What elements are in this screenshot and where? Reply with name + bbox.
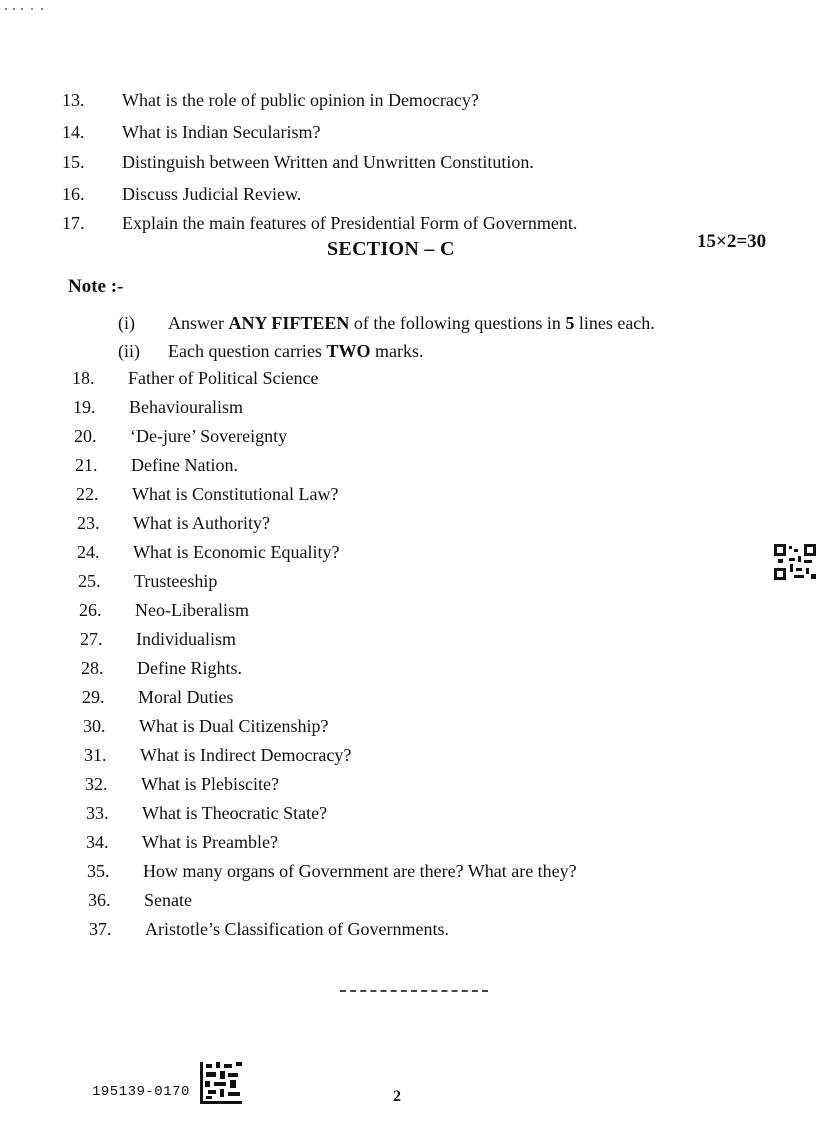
- question-text: What is Theocratic State?: [142, 803, 328, 823]
- question-text: What is the role of public opinion in Democracy?: [122, 90, 479, 110]
- question-number: 22.: [76, 484, 99, 504]
- question-number: 16.: [62, 184, 85, 204]
- question-text: What is Plebiscite?: [141, 774, 279, 794]
- question-text: What is Dual Citizenship?: [139, 716, 329, 736]
- question-text: Behaviouralism: [129, 397, 243, 417]
- paper-code: 195139-0170: [92, 1084, 190, 1100]
- question-number: 15.: [62, 152, 85, 172]
- question-number: 31.: [84, 745, 107, 765]
- question-text: Father of Political Science: [128, 368, 319, 388]
- question-number: 25.: [78, 571, 101, 591]
- end-divider: [340, 990, 488, 992]
- note-item-number: (i): [118, 313, 135, 333]
- question-text: Distinguish between Written and Unwritten Constitution.: [122, 152, 534, 172]
- question-number: 30.: [83, 716, 106, 736]
- note-item-text: Each question carries TWO marks.: [168, 341, 424, 361]
- question-text: ‘De-jure’ Sovereignty: [130, 426, 288, 446]
- question-text: What is Indirect Democracy?: [140, 745, 352, 765]
- question-number: 18.: [72, 368, 95, 388]
- question-text: Explain the main features of Presidential Form of Government.: [122, 213, 578, 233]
- question-number: 27.: [80, 629, 103, 649]
- question-number: 35.: [87, 861, 110, 881]
- question-text: Discuss Judicial Review.: [122, 184, 302, 204]
- question-text: Define Nation.: [131, 455, 238, 475]
- question-text: Neo-Liberalism: [135, 600, 249, 620]
- question-text: Trusteeship: [134, 571, 218, 591]
- section-marks: 15×2=30: [697, 231, 767, 252]
- question-number: 37.: [89, 919, 112, 939]
- question-text: What is Indian Secularism?: [122, 122, 321, 142]
- page-number: 2: [393, 1088, 401, 1105]
- scan-specks: [0, 0, 100, 20]
- question-text: How many organs of Government are there? What are they?: [143, 861, 577, 881]
- datamatrix-barcode-icon: [200, 1062, 242, 1104]
- note-item-number: (ii): [118, 341, 140, 361]
- question-text: What is Economic Equality?: [133, 542, 340, 562]
- question-text: Senate: [144, 890, 192, 910]
- note-item-text: Answer ANY FIFTEEN of the following questions in 5 lines each.: [168, 313, 655, 333]
- question-number: 33.: [86, 803, 109, 823]
- note-label: Note :-: [68, 276, 124, 297]
- section-title: SECTION – C: [327, 238, 455, 260]
- question-text: Aristotle’s Classification of Governments.: [145, 919, 449, 939]
- question-number: 36.: [88, 890, 111, 910]
- qr-code-icon: [774, 544, 816, 580]
- question-number: 32.: [85, 774, 108, 794]
- question-number: 29.: [82, 687, 105, 707]
- question-number: 17.: [62, 213, 85, 233]
- question-number: 26.: [79, 600, 102, 620]
- question-number: 24.: [77, 542, 100, 562]
- question-text: Individualism: [136, 629, 236, 649]
- question-number: 20.: [74, 426, 97, 446]
- question-number: 14.: [62, 122, 85, 142]
- question-text: Moral Duties: [138, 687, 234, 707]
- question-text: What is Constitutional Law?: [132, 484, 339, 504]
- question-number: 28.: [81, 658, 104, 678]
- question-text: What is Authority?: [133, 513, 270, 533]
- question-text: Define Rights.: [137, 658, 242, 678]
- question-number: 13.: [62, 90, 85, 110]
- question-number: 23.: [77, 513, 100, 533]
- question-number: 19.: [73, 397, 96, 417]
- question-number: 34.: [86, 832, 109, 852]
- question-number: 21.: [75, 455, 98, 475]
- question-text: What is Preamble?: [142, 832, 278, 852]
